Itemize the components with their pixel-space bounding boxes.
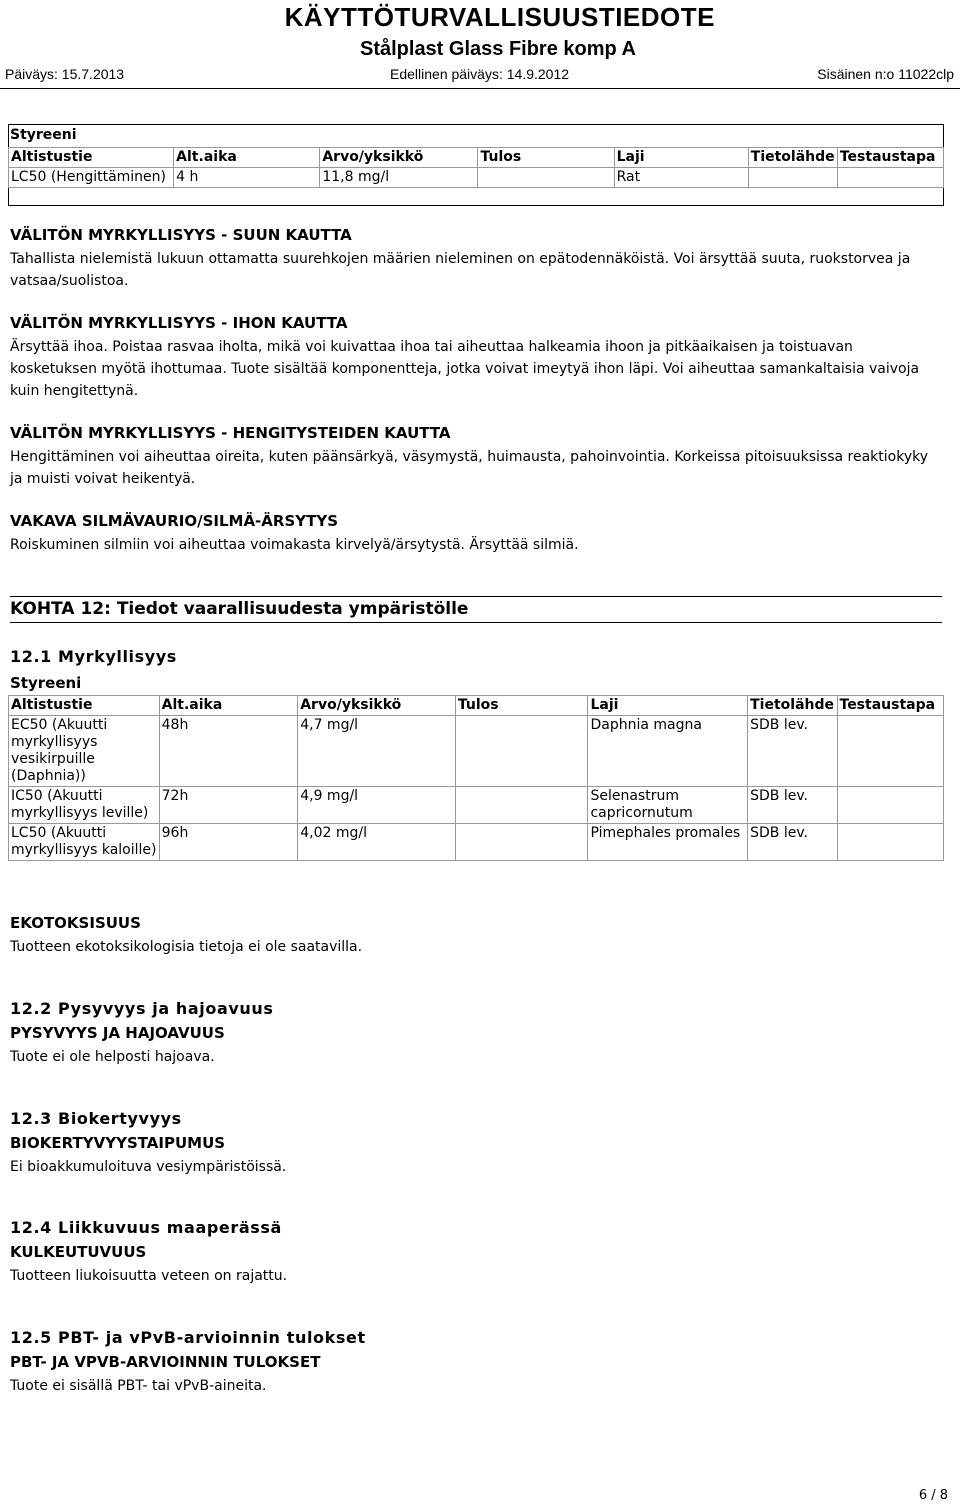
table-cell: 11,8 mg/l [320,168,478,188]
table-row [9,716,944,787]
table-cell: LC50 (Hengittäminen) [9,168,174,188]
table1-header-cell: Laji [614,148,748,168]
table2-header-cell: Testaustapa [837,696,944,716]
table-cell: 4,7 mg/l [298,716,456,787]
table-cell: LC50 (Akuutti myrkyllisyys kaloille) [9,824,160,861]
table-cell: SDB lev. [748,824,837,861]
table2-header-cell: Tietolähde [748,696,837,716]
previous-date-label: Edellinen päiväys: 14.9.2012 [390,66,570,82]
mobility-heading: KULKEUTUVUUS [10,1243,147,1261]
table2-header-cell: Laji [588,696,748,716]
section12-title: KOHTA 12: Tiedot vaarallisuudesta ympäristölle [10,599,469,619]
table1-header-cell: Arvo/yksikkö [320,148,478,168]
pbt-text: Tuote ei sisällä PBT- tai vPvB-aineita. [10,1378,267,1394]
table-cell [837,168,943,188]
internal-number-label: Sisäinen n:o 11022clp [817,66,954,82]
company-name: Stålplast Glass Fibre komp A [359,38,636,60]
persistence-text: Tuote ei ole helposti hajoava. [10,1049,215,1065]
subsection-12-4-title: 12.4 Liikkuvuus maaperässä [10,1218,282,1237]
table1-header-row [9,148,944,168]
oral-toxicity-heading: VÄLITÖN MYRKYLLISYYS - SUUN KAUTTA [10,226,352,244]
header-divider [0,88,960,89]
skin-toxicity-heading: VÄLITÖN MYRKYLLISYYS - IHON KAUTTA [10,314,348,332]
table2-substance: Styreeni [10,674,82,692]
table2 [8,695,944,861]
bioaccumulation-text: Ei bioakkumuloituva vesiympäristöissä. [10,1159,287,1175]
skin-toxicity-text: Ärsyttää ihoa. Poistaa rasvaa iholta, mikä voi kuivattaa ihoa tai aiheuttaa halkeamia ihoon ja pitkäaikaisen ja toistuavan kosketuksen myötä ihottumaa. Tuote sisältää komponentteja, jotka voivat imeytyä ihon läpi. Voi aiheuttaa samankaltaisia vaivoja kuin hengitettynä. [10,339,920,399]
table1 [8,147,944,188]
section12-top-rule [10,596,942,597]
oral-toxicity-text: Tahallista nielemistä lukuun ottamatta suurehkojen määrien nieleminen on epätodennäköistä. Voi ärsyttää suuta, ruokstorvea ja vatsaa/suolistoa. [10,251,911,289]
inhalation-toxicity-text: Hengittäminen voi aiheuttaa oireita, kuten päänsärkyä, väsymystä, huimausta, pahoinvointia. Korkeissa pitoisuuksissa reaktiokyky ja muisti voivat heikentyä. [10,449,928,487]
table-cell: 48h [159,716,298,787]
table-cell: Pimephales promales [588,824,748,861]
table-cell [837,824,944,861]
table-cell: 4,9 mg/l [298,787,456,824]
pbt-heading: PBT- JA VPVB-ARVIOINNIN TULOKSET [10,1353,321,1371]
table-cell [455,716,588,787]
table-cell: IC50 (Akuutti myrkyllisyys leville) [9,787,160,824]
table-cell: EC50 (Akuutti myrkyllisyys vesikirpuille (Daphnia)) [9,716,160,787]
table2-header-cell: Arvo/yksikkö [298,696,456,716]
subsection-12-3-title: 12.3 Biokertyvyys [10,1109,182,1128]
subsection-12-1-title: 12.1 Myrkyllisyys [10,647,177,666]
ecotoxicity-heading: EKOTOKSISUUS [10,914,141,932]
table-cell: Daphnia magna [588,716,748,787]
table1-header-cell: Alt.aika [174,148,320,168]
bioaccumulation-heading: BIOKERTYVYYSTAIPUMUS [10,1134,226,1152]
table-cell: Rat [614,168,748,188]
table-cell [837,716,944,787]
table-cell: Selenastrum capricornutum [588,787,748,824]
table-cell: 4,02 mg/l [298,824,456,861]
table1-substance: Styreeni [10,127,77,143]
table-cell: SDB lev. [748,787,837,824]
inhalation-toxicity-heading: VÄLITÖN MYRKYLLISYYS - HENGITYSTEIDEN KAUTTA [10,424,451,442]
eye-irritation-heading: VAKAVA SILMÄVAURIO/SILMÄ-ÄRSYTYS [10,512,339,530]
table-cell [837,787,944,824]
subsection-12-2-title: 12.2 Pysyvyys ja hajoavuus [10,999,274,1018]
table-cell: SDB lev. [748,716,837,787]
persistence-heading: PYSYVYYS JA HAJOAVUUS [10,1024,225,1042]
table-row [9,824,944,861]
table-cell: 72h [159,787,298,824]
table2-header-cell: Alt.aika [159,696,298,716]
ecotoxicity-text: Tuotteen ekotoksikologisia tietoja ei ole saatavilla. [10,939,363,955]
table-cell: 4 h [174,168,320,188]
subsection-12-5-title: 12.5 PBT- ja vPvB-arvioinnin tulokset [10,1328,366,1347]
section12-bottom-rule [10,622,942,623]
table1-header-cell: Tietolähde [748,148,837,168]
table-cell: 96h [159,824,298,861]
date-label: Päiväys: 15.7.2013 [5,66,125,82]
table-cell [478,168,614,188]
eye-irritation-text: Roiskuminen silmiin voi aiheuttaa voimakasta kirvelyä/ärsytystä. Ärsyttää silmiä. [10,537,579,553]
table1-header-cell: Altistustie [9,148,174,168]
table-cell [748,168,837,188]
table1-header-cell: Testaustapa [837,148,943,168]
table2-header-row [9,696,944,716]
table-row [9,787,944,824]
mobility-text: Tuotteen liukoisuutta veteen on rajattu. [10,1268,288,1284]
table-cell [455,787,588,824]
table1-header-cell: Tulos [478,148,614,168]
table-row [9,168,944,188]
table-cell [455,824,588,861]
table2-header-cell: Tulos [455,696,588,716]
document-title: KÄYTTÖTURVALLISUUSTIEDOTE [284,2,715,32]
table2-header-cell: Altistustie [9,696,160,716]
page-number: 6 / 8 [918,1488,948,1503]
